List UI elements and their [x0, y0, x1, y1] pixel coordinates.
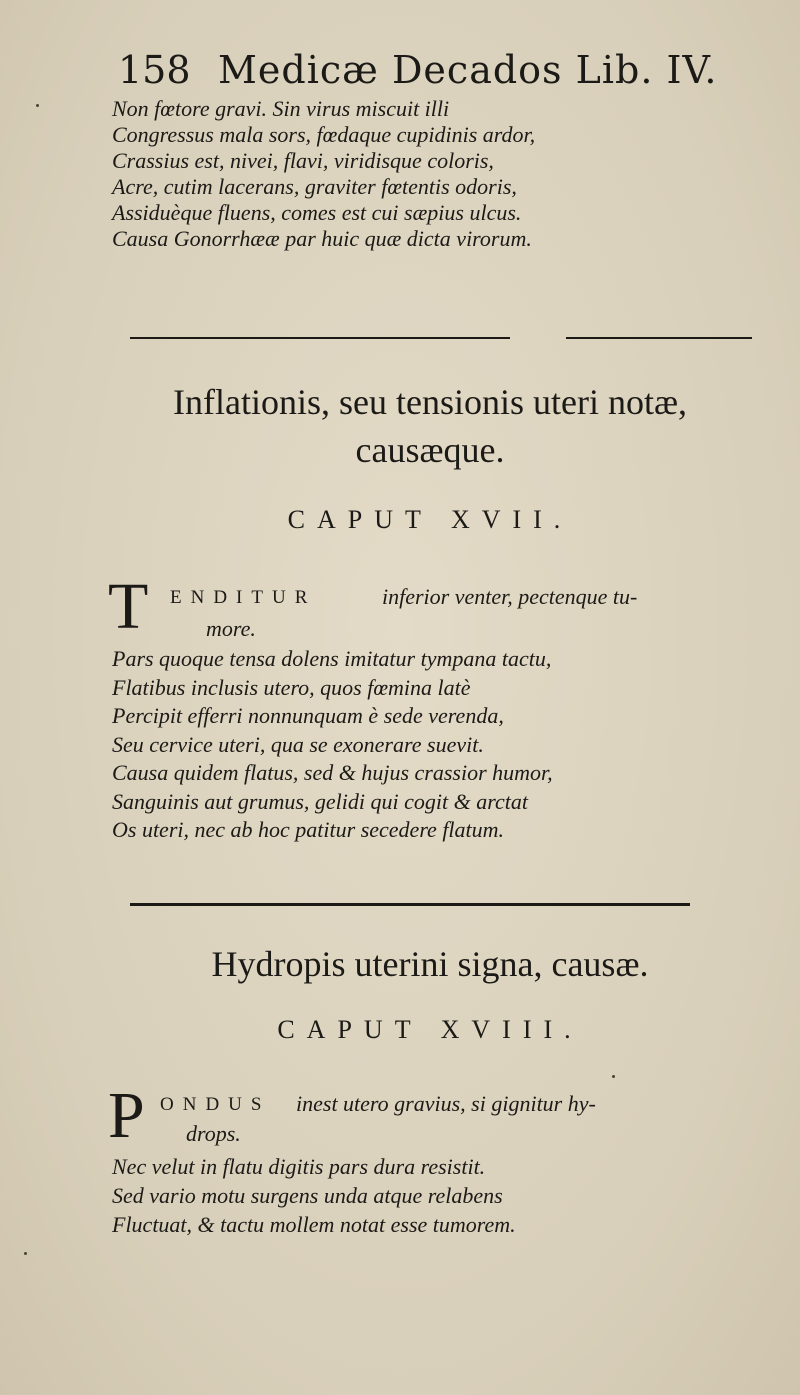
chapter-heading-xvii: CAPUT XVII.: [287, 505, 573, 534]
divider-rule-middle: [130, 903, 690, 906]
verse-line: Fluctuat, & tactu mollem notat esse tumorem.: [112, 1212, 516, 1237]
verse-line: Nec velut in flatu digitis pars dura resistit.: [112, 1154, 486, 1179]
page-number: 158: [118, 48, 191, 92]
verse-line: Congressus mala sors, fœdaque cupidinis ardor,: [112, 122, 536, 147]
section-title-inflationis: [80, 378, 780, 474]
verse-section2: [112, 1152, 772, 1239]
section-title-hydropis: Hydropis uterini signa, causæ.: [211, 944, 649, 984]
lead-word-caps: ENDITUR: [170, 587, 317, 608]
verse-line: Flatibus inclusis utero, quos fœmina latè: [112, 674, 471, 700]
verse-line: more.: [206, 616, 256, 641]
verse-section1: [112, 645, 772, 845]
verse-line: Acre, cutim lacerans, graviter fœtentis odoris,: [112, 174, 517, 199]
lead-line-rest: inest utero gravius, si gignitur hy-: [296, 1091, 596, 1116]
lead-word-caps: ONDUS: [160, 1094, 271, 1115]
drop-cap-p: P: [108, 1079, 145, 1152]
section-title-line-1: Inflationis, seu tensionis uteri notæ,: [173, 382, 687, 422]
verse-continuation: [186, 1121, 800, 1147]
verse-line: Crassius est, nivei, flavi, viridisque coloris,: [112, 148, 494, 173]
paper-speck: [612, 1075, 615, 1078]
chapter-heading-xviii: CAPUT XVIII.: [277, 1015, 583, 1044]
verse-line: Non fœtore gravi. Sin virus miscuit illi: [112, 96, 450, 121]
verse-line: Pars quoque tensa dolens imitatur tympana tactu,: [112, 646, 552, 671]
drop-cap-t: T: [108, 570, 149, 643]
running-header: [118, 48, 738, 92]
verse-line: Sanguinis aut grumus, gelidi qui cogit & arctat: [112, 788, 528, 814]
verse-top: [112, 96, 772, 252]
verse-line: Causa Gonorrhææ par huic quæ dicta virorum.: [112, 226, 532, 251]
divider-rule-left: [130, 337, 510, 339]
verse-line: Sed vario motu surgens unda atque relabens: [112, 1183, 503, 1208]
verse-continuation: [206, 616, 800, 642]
verse-line: drops.: [186, 1121, 241, 1146]
verse-line: Os uteri, nec ab hoc patitur secedere flatum.: [112, 817, 505, 842]
divider-rule-right: [566, 337, 752, 339]
running-title: Medicæ Decados Lib. IV.: [218, 48, 718, 92]
verse-line: Seu cervice uteri, qua se exonerare suevit.: [112, 731, 484, 757]
verse-line: Assiduèque fluens, comes est cui sæpius ulcus.: [112, 200, 522, 225]
lead-line-rest: inferior venter, pectenque tu-: [382, 584, 638, 609]
paper-speck: [24, 1252, 27, 1255]
verse-line: Causa quidem flatus, sed & hujus crassior humor,: [112, 760, 553, 785]
verse-line: Percipit efferri nonnunquam è sede verenda,: [112, 703, 504, 728]
paper-speck: [36, 104, 39, 107]
section-title-line-2: causæque.: [355, 430, 505, 470]
